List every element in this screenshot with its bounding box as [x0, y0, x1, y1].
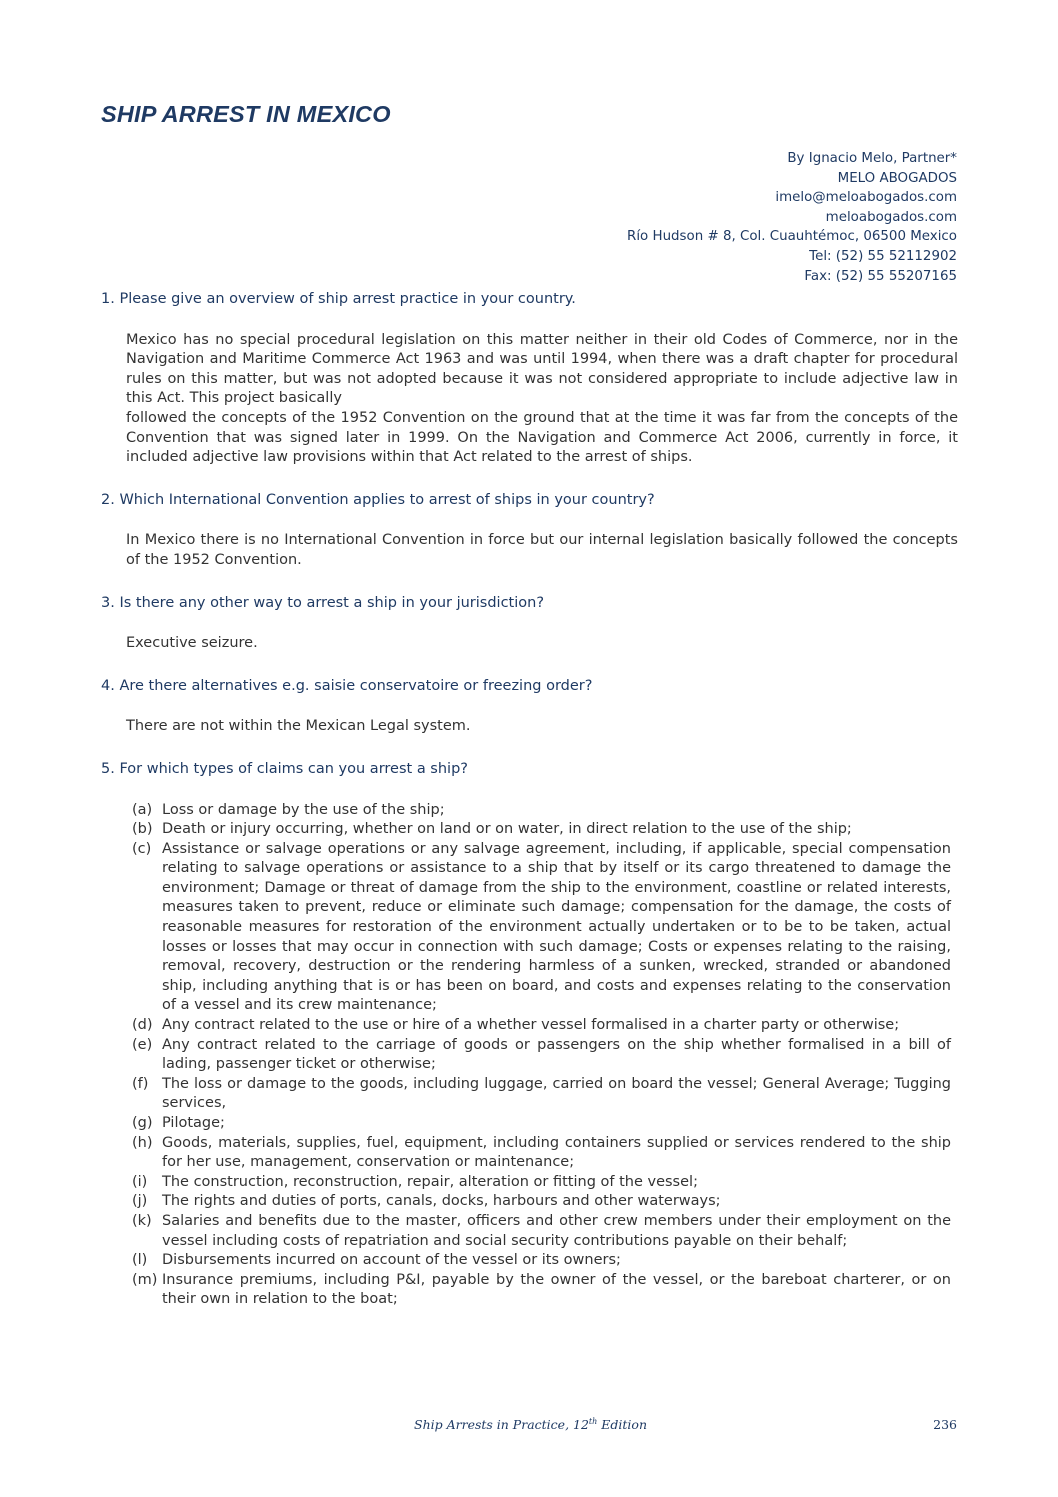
list-item-marker: (l): [132, 1252, 148, 1269]
author-fax: Fax: (52) 55 55207165: [804, 268, 957, 284]
footer-publication-ordinal: th: [588, 1417, 598, 1426]
author-email: imelo@meloabogados.com: [775, 190, 957, 206]
list-item-marker: (g): [132, 1115, 153, 1131]
footer-publication-title: Ship Arrests in Practice, 12: [414, 1417, 589, 1433]
list-item: [132, 1271, 951, 1310]
list-item-marker: (j): [132, 1193, 148, 1210]
list-item-text: Any contract related to the use or hire of a whether vessel formalised in a charter party or otherwise;: [162, 1017, 900, 1034]
question-1: 1. Please give an overview of ship arrest practice in your country.: [101, 291, 576, 307]
list-item-marker: (i): [132, 1173, 148, 1190]
list-item-marker: (d): [132, 1017, 153, 1034]
answer-4: There are not within the Mexican Legal system.: [126, 718, 471, 735]
list-item: [132, 801, 951, 821]
list-item-text: Assistance or salvage operations or any salvage agreement, including, if applicable, special compensation relating to salvage operations or assistance to a ship that by itself or its cargo threatened to damage the environment; Damage or threat of damage from the ship to the environment, coastline or related interests, measures taken to prevent, reduce or eliminate such damage; compensation for the damage, the costs of reasonable measures for restoration of the environment actually undertaken or to be to be taken, actual losses or losses that may occur in connection with such damage; Costs or expenses relating to the raising, removal, recovery, destruction or the rendering harmless of a sunken, wrecked, stranded or abandoned ship, including anything that is or has been on board, and costs and expenses relating to the conservation of a vessel and its crew maintenance;: [162, 840, 951, 1014]
list-item: [132, 1192, 951, 1212]
list-item-marker: (k): [132, 1212, 152, 1229]
list-item-marker: (c): [132, 840, 152, 857]
list-item: [132, 1173, 951, 1193]
list-item-text: Disbursements incurred on account of the vessel or its owners;: [162, 1252, 621, 1269]
footer-publication: [414, 1417, 647, 1432]
author-firm: MELO ABOGADOS: [837, 170, 957, 186]
footer-publication-edition: Edition: [597, 1417, 647, 1433]
list-item-text: The rights and duties of ports, canals, docks, harbours and other waterways;: [162, 1193, 721, 1210]
question-3: 3. Is there any other way to arrest a ship in your jurisdiction?: [101, 594, 545, 611]
answer-3: Executive seizure.: [126, 635, 258, 652]
author-block: [627, 149, 957, 286]
list-item-marker: (b): [132, 821, 153, 838]
list-item-text: Salaries and benefits due to the master, officers and other crew members under their employment on the vessel including costs of repatriation and social security contributions payable on their behalf;: [162, 1212, 951, 1249]
list-item-text: Pilotage;: [162, 1115, 225, 1131]
list-item-text: Any contract related to the carriage of goods or passengers on the ship whether formalised in a bill of lading, passenger ticket or otherwise;: [162, 1036, 951, 1073]
document-title: SHIP ARREST IN MEXICO: [101, 101, 391, 127]
list-item: [132, 1212, 951, 1251]
list-item: [132, 1075, 951, 1114]
list-item-text: Loss or damage by the use of the ship;: [162, 801, 445, 818]
list-item: [132, 1016, 951, 1036]
answer-1-paragraph-2: followed the concepts of the 1952 Convention on the ground that at the time it was far from the concepts of the Convention that was signed later in 1999. On the Navigation and Commerce Act 2006, currently in force, it included adjective law provisions within that Act related to the arrest of ships.: [126, 409, 958, 466]
author-website: meloabogados.com: [825, 209, 957, 225]
list-item-marker: (a): [132, 801, 153, 818]
list-item: [132, 820, 951, 840]
list-item-text: The construction, reconstruction, repair, alteration or fitting of the vessel;: [162, 1173, 698, 1190]
list-item-text: Insurance premiums, including P&I, payable by the owner of the vessel, or the bareboat charterer, or on their own in relation to the boat;: [162, 1271, 951, 1308]
question-4: 4. Are there alternatives e.g. saisie conservatoire or freezing order?: [101, 677, 593, 694]
answer-1-paragraph-1: Mexico has no special procedural legislation on this matter neither in their old Codes of Commerce, nor in the Navigation and Maritime Commerce Act 1963 and was until 1994, when there was a draft chapter for procedural rules on this matter, but was not adopted because it was not considered appropriate to include adjective law in this Act. This project basically: [126, 331, 958, 407]
question-2: 2. Which International Convention applies to arrest of ships in your country?: [101, 491, 655, 508]
page-number: 236: [933, 1417, 957, 1432]
list-item: [132, 1036, 951, 1075]
list-item: [132, 1114, 951, 1134]
list-item-marker: (m): [132, 1271, 158, 1288]
question-5: 5. For which types of claims can you arrest a ship?: [101, 760, 468, 777]
answer-2: In Mexico there is no International Convention in force but our internal legislation basically followed the concepts of the 1952 Convention.: [126, 532, 958, 568]
list-item-text: Goods, materials, supplies, fuel, equipment, including containers supplied or services rendered to the ship for her use, management, conservation or maintenance;: [162, 1134, 951, 1171]
list-item: [132, 1134, 951, 1173]
list-item-marker: (e): [132, 1036, 153, 1053]
list-item-marker: (f): [132, 1075, 149, 1092]
claims-list: [101, 801, 958, 1310]
author-address: Río Hudson # 8, Col. Cuauhtémoc, 06500 Mexico: [627, 229, 957, 245]
list-item: [132, 1251, 951, 1271]
document-body: [101, 290, 958, 1310]
list-item-text: Death or injury occurring, whether on land or on water, in direct relation to the use of the ship;: [162, 821, 852, 838]
list-item: [132, 840, 951, 1016]
author-byline: By Ignacio Melo, Partner*: [787, 151, 957, 166]
list-item-marker: (h): [132, 1134, 153, 1151]
author-tel: Tel: (52) 55 52112902: [809, 248, 957, 264]
list-item-text: The loss or damage to the goods, including luggage, carried on board the vessel; General Average; Tugging services,: [162, 1075, 951, 1112]
